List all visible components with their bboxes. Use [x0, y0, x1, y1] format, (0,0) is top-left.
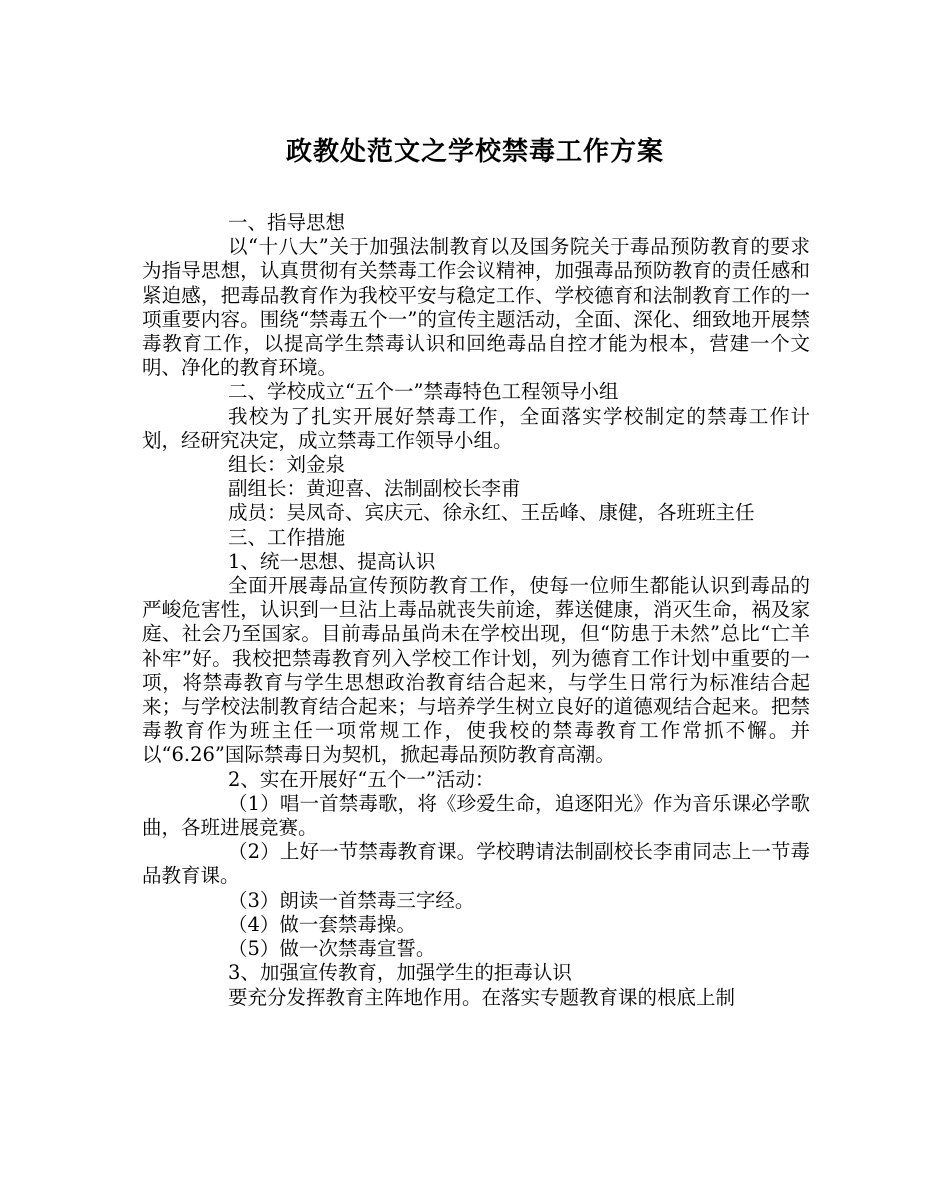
list-item-exercise: （4）做一套禁毒操。 — [228, 912, 416, 936]
paragraph-publicity: 要充分发挥教育主阵地作用。在落实专题教育课的根底上制 — [228, 985, 736, 1009]
subheading-five-ones: 2、实在开展好“五个一”活动： — [228, 767, 495, 791]
paragraph-guiding-ideology: 以“十八大”关于加强法制教育以及国务院关于毒品预防教育的要求为指导思想，认真贯彻有关禁毒工作会议精神，加强毒品预防教育的责任感和紧迫感，把毒品教育作为我校平安与稳定工作、学校德育和法制教育工作的一项重要内容。围绕“禁毒五个一”的宣传主题活动，全面、深化、细致地开展禁毒教育工作，以提高学生禁毒认识和回绝毒品自控才能为根本，营建一个文明、净化的教育环境。 — [142, 235, 810, 380]
section-heading-work-measures: 三、工作措施 — [228, 525, 346, 549]
deputy-group-leader: 副组长：黄迎喜、法制副校长李甫 — [228, 477, 521, 501]
paragraph-leadership-group: 我校为了扎实开展好禁毒工作，全面落实学校制定的禁毒工作计划，经研究决定，成立禁毒工作领导小组。 — [142, 404, 810, 452]
list-item-recite-verse: （3）朗读一首禁毒三字经。 — [228, 888, 475, 912]
group-members: 成员：吴凤奇、宾庆元、徐永红、王岳峰、康健，各班班主任 — [228, 501, 755, 525]
group-leader: 组长：刘金泉 — [228, 453, 346, 477]
document-title: 政教处范文之学校禁毒工作方案 — [285, 137, 664, 167]
list-item-oath: （5）做一次禁毒宣誓。 — [228, 937, 436, 961]
section-heading-guiding-ideology: 一、指导思想 — [228, 211, 346, 234]
paragraph-unify-thinking: 全面开展毒品宣传预防教育工作，使每一位师生都能认识到毒品的严峻危害性，认识到一旦沾上毒品就丧失前途，葬送健康，消灭生命，祸及家庭、社会乃至国家。目前毒品虽尚未在学校出现，但“防患于未然”总比“亡羊补牢”好。我校把禁毒教育列入学校工作计划，列为德育工作计划中重要的一项，将禁毒教育与学生思想政治教育结合起来，与学生日常行为标准结合起来；与学校法制教育结合起来；与培养学生树立良好的道德观结合起来。把禁毒教育作为班主任一项常规工作，使我校的禁毒教育工作常抓不懈。并以“6.26”国际禁毒日为契机，掀起毒品预防教育高潮。 — [142, 574, 810, 767]
subheading-unify-thinking: 1、统一思想、提高认识 — [228, 549, 436, 573]
subheading-publicity: 3、加强宣传教育，加强学生的拒毒认识 — [228, 961, 572, 985]
list-item-education-class: （2）上好一节禁毒教育课。学校聘请法制副校长李甫同志上一节毒品教育课。 — [142, 840, 810, 888]
list-item-sing-song: （1）唱一首禁毒歌，将《珍爱生命，追逐阳光》作为音乐课必学歌曲，各班进展竞赛。 — [142, 791, 810, 840]
document-body — [142, 211, 810, 1010]
section-heading-leadership-group: 二、学校成立“五个一”禁毒特色工程领导小组 — [228, 380, 619, 404]
